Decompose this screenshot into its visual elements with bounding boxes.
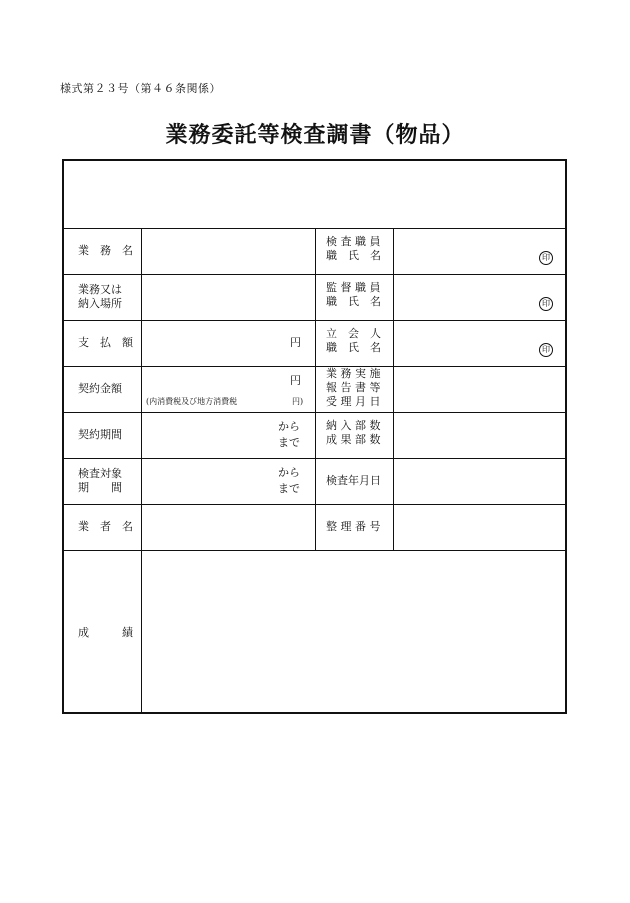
- target-from: から: [278, 466, 300, 479]
- target-to: まで: [278, 482, 300, 495]
- label-contract-period: 契約期間: [78, 428, 122, 441]
- seal-mark: 印: [539, 251, 553, 265]
- label-inspection-date: 検査年月日: [326, 474, 381, 487]
- yen-unit: 円: [290, 374, 301, 387]
- seal-mark: 印: [539, 343, 553, 357]
- label-results: 成 績: [78, 626, 133, 639]
- label-business-name: 業 務 名: [78, 244, 133, 257]
- label-delivery: 納 入 部 数 成 果 部 数: [326, 419, 381, 446]
- row-divider: [64, 550, 565, 551]
- label-ref-number: 整 理 番 号: [326, 520, 381, 533]
- tax-yen: 円): [292, 397, 304, 406]
- label-contract-amount: 契約金額: [78, 382, 122, 395]
- label-vendor: 業 者 名: [78, 520, 133, 533]
- form-number: 様式第２３号（第４６条関係）: [60, 82, 221, 95]
- period-to: まで: [278, 436, 300, 449]
- period-from: から: [278, 420, 300, 433]
- yen-unit: 円: [290, 336, 301, 349]
- tax-note: (内消費税及び地方消費税: [146, 397, 238, 406]
- label-inspector: 検 査 職 員 職 氏 名: [326, 235, 381, 262]
- label-witness: 立 会 人 職 氏 名: [326, 327, 381, 354]
- label-inspection-target: 検査対象 期 間: [78, 467, 122, 494]
- column-divider: [393, 229, 394, 550]
- label-payment: 支 払 額: [78, 336, 133, 349]
- label-report: 業 務 実 施 報 告 書 等 受 理 月 日: [326, 367, 381, 408]
- column-divider: [315, 229, 316, 550]
- document-title: 業務委託等検査調書（物品）: [165, 122, 465, 148]
- inspection-form-table: [62, 159, 567, 714]
- label-location: 業務又は 納入場所: [78, 283, 122, 310]
- column-divider: [141, 229, 142, 714]
- seal-mark: 印: [539, 297, 553, 311]
- label-supervisor: 監 督 職 員 職 氏 名: [326, 281, 381, 308]
